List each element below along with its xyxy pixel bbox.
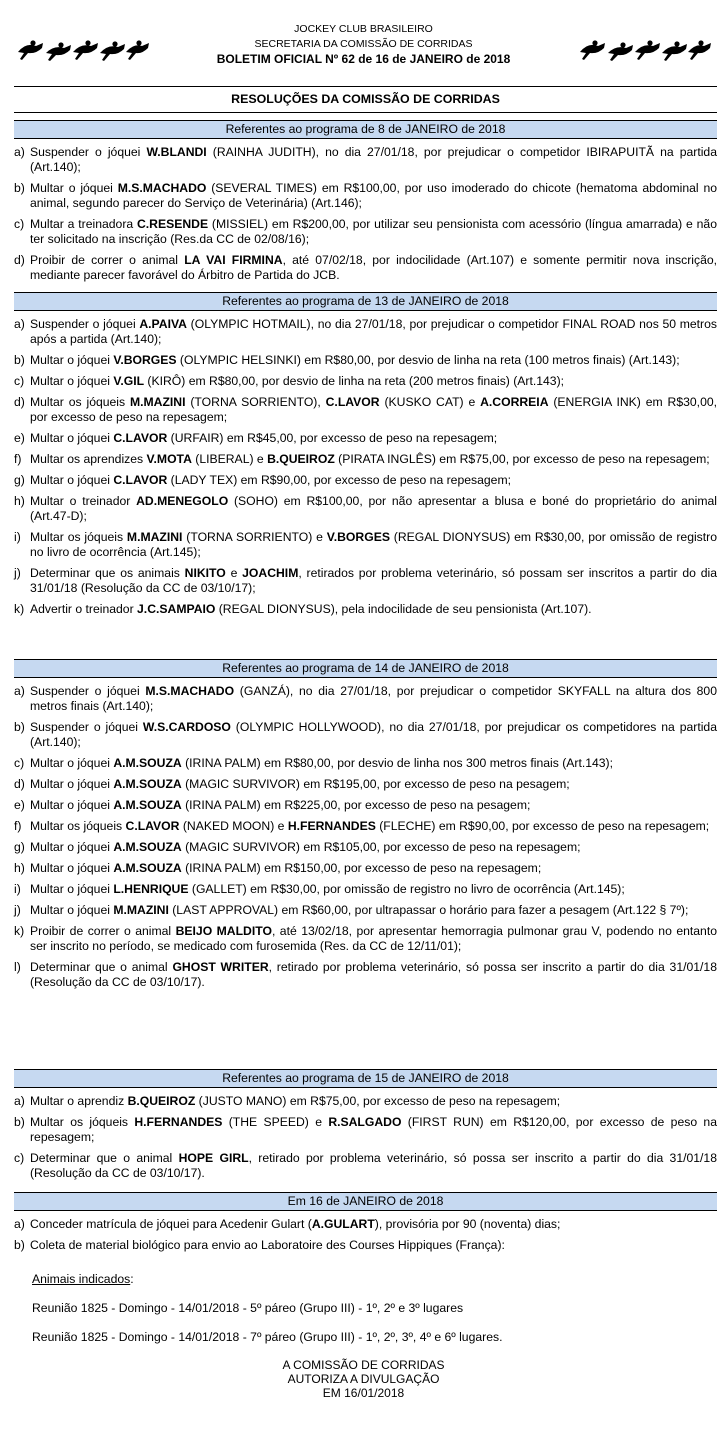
item-text: (LIBERAL) e [191, 452, 268, 466]
section-header: Em 16 de JANEIRO de 2018 [14, 1192, 717, 1211]
item-name-bold: A.M.SOUZA [113, 777, 182, 791]
item-text: Determinar que o animal [30, 1151, 179, 1165]
item-text: (LAST APPROVAL) em R$60,00, por ultrapassar o horário para fazer a pesagem (Art.122 § 7º); [168, 903, 689, 917]
item-text: (ENERGIA INK) em R$30,00, por excesso de peso na repesagem; [30, 395, 718, 424]
item-name-bold: A.M.SOUZA [113, 840, 182, 854]
item-name-bold: C.RESENDE [136, 217, 209, 231]
resolution-list [14, 145, 717, 283]
item-name-bold: C.LAVOR [325, 395, 380, 409]
resolution-item [14, 253, 717, 283]
item-label: b) [14, 720, 25, 734]
closing-block [0, 1358, 727, 1400]
item-label: d) [14, 253, 25, 267]
item-label: c) [14, 374, 25, 388]
item-text: (MISSIEL) em R$200,00, por utilizar seu pensionista com acessório (língua amarrada) e não ter solicitado na inscrição (Res.da CC de 02/08/16); [30, 217, 717, 246]
item-label: i) [14, 882, 21, 896]
item-name-bold: A.M.SOUZA [113, 756, 182, 770]
item-text: (OLYMPIC HOLLYWOOD), no dia 27/01/18, por prejudicar os competidores na partida (Art.140); [30, 720, 717, 749]
resolution-item [14, 720, 717, 750]
item-name-bold: A.CORREIA [480, 395, 549, 409]
item-name-bold: M.MAZINI [113, 903, 169, 917]
item-text: , retirado por problema veterinário, só possa ser inscrito a partir do dia 31/01/18 (Resolução da CC de 03/10/17). [30, 1151, 717, 1180]
item-name-bold: M.MAZINI [129, 395, 186, 409]
item-name-bold: M.S.MACHADO [117, 181, 207, 195]
item-text: Multar o jóquei [30, 840, 114, 854]
item-label: b) [14, 1115, 25, 1129]
item-text: (FLECHE) em R$90,00, por excesso de peso na repesagem; [375, 819, 710, 833]
animals-heading-text: Animais indicados [32, 1272, 131, 1286]
item-text: (KUSKO CAT) e [379, 395, 481, 409]
item-text: (OLYMPIC HELSINKI) em R$80,00, por desvio de linha na reta (100 metros finais) (Art.143); [176, 353, 680, 367]
item-name-bold: B.QUEIROZ [127, 1094, 196, 1108]
resolution-item [14, 1094, 717, 1109]
item-name-bold: J.C.SAMPAIO [137, 602, 216, 616]
item-label: b) [14, 1238, 25, 1252]
item-label: c) [14, 756, 25, 770]
item-text: e [225, 566, 243, 580]
resolution-item [14, 882, 717, 897]
item-text: Multar o jóquei [30, 353, 114, 367]
item-label: e) [14, 431, 25, 445]
item-text: (REGAL DIONYSUS) em R$30,00, por omissão de registro no livro de ocorrência (Art.145); [30, 530, 717, 559]
item-label: c) [14, 217, 25, 231]
dept-name: SECRETARIA DA COMISSÃO DE CORRIDAS [254, 38, 473, 50]
item-label: d) [14, 395, 25, 409]
resolution-item [14, 602, 717, 617]
item-text: Suspender o jóquei [30, 317, 140, 331]
item-label: a) [14, 317, 25, 331]
resolution-item [14, 1151, 717, 1181]
horse-race-icon [16, 38, 151, 64]
resolution-item [14, 217, 717, 247]
item-text: (FIRST RUN) em R$120,00, por excesso de peso na repesagem; [30, 1115, 717, 1144]
item-text: ), provisória por 90 (noventa) dias; [374, 1217, 561, 1231]
resolution-item [14, 684, 717, 714]
resolution-list [14, 1094, 717, 1181]
animals-heading-colon: : [130, 1272, 134, 1286]
item-text: Determinar que os animais [30, 566, 185, 580]
resolution-item [14, 819, 717, 834]
item-text: Multar o jóquei [30, 431, 114, 445]
item-text: (LADY TEX) em R$90,00, por excesso de peso na repesagem; [167, 473, 511, 487]
item-text: Multar os jóqueis [30, 530, 127, 544]
item-text: (PIRATA INGLÊS) em R$75,00, por excesso de peso na repesagem; [334, 452, 710, 466]
item-label: k) [14, 602, 25, 616]
resolution-item [14, 777, 717, 792]
item-text: Multar o jóquei [30, 374, 114, 388]
item-text: Proibir de correr o animal [30, 924, 176, 938]
item-text: Multar o jóquei [30, 903, 114, 917]
item-text: (THE SPEED) e [222, 1115, 329, 1129]
item-name-bold: V.BORGES [326, 530, 390, 544]
item-text: (IRINA PALM) em R$150,00, por excesso de peso na repesagem; [181, 861, 542, 875]
closing-line: AUTORIZA A DIVULGAÇÃO [287, 1372, 440, 1386]
item-text: Multar os jóqueis [30, 1115, 135, 1129]
page-title: RESOLUÇÕES DA COMISSÃO DE CORRIDAS [231, 92, 500, 106]
item-name-bold: W.BLANDI [146, 145, 207, 159]
item-text: Multar o jóquei [30, 473, 114, 487]
resolution-item [14, 924, 717, 954]
item-name-bold: C.LAVOR [113, 473, 168, 487]
item-text: Multar o aprendiz [30, 1094, 128, 1108]
resolution-item [14, 317, 717, 347]
item-name-bold: A.M.SOUZA [113, 861, 182, 875]
item-label: h) [14, 494, 25, 508]
item-label: l) [14, 960, 21, 974]
resolution-list [14, 684, 717, 990]
item-name-bold: H.FERNANDES [287, 819, 376, 833]
resolution-item [14, 960, 717, 990]
item-label: i) [14, 530, 21, 544]
item-text: (IRINA PALM) em R$80,00, por desvio de linha nos 300 metros finais (Art.143); [181, 756, 613, 770]
item-text: Multar o treinador [30, 494, 137, 508]
item-text: Multar os jóqueis [30, 395, 130, 409]
item-name-bold: C.LAVOR [125, 819, 180, 833]
resolution-item [14, 452, 717, 467]
item-name-bold: A.GULART [311, 1217, 375, 1231]
resolution-item [14, 145, 717, 175]
org-name: JOCKEY CLUB BRASILEIRO [294, 23, 433, 35]
title-rule [14, 112, 717, 113]
section-header: Referentes ao programa de 15 de JANEIRO de 2018 [14, 1069, 717, 1088]
resolution-list [14, 317, 717, 617]
item-label: h) [14, 861, 25, 875]
animals-heading [32, 1272, 134, 1286]
item-name-bold: HOPE GIRL [178, 1151, 249, 1165]
resolution-item [14, 530, 717, 560]
resolution-item [14, 473, 717, 488]
item-name-bold: L.HENRIQUE [113, 882, 189, 896]
item-text: , retirado por problema veterinário, só possa ser inscrito a partir do dia 31/01/18 (Resolução da CC de 03/10/17). [30, 960, 717, 989]
item-text: Multar o jóquei [30, 777, 114, 791]
item-name-bold: W.S.CARDOSO [142, 720, 231, 734]
header-rule [14, 86, 717, 87]
animal-line: Reunião 1825 - Domingo - 14/01/2018 - 7º páreo (Grupo III) - 1º, 2º, 3º, 4º e 6º lugares. [32, 1330, 503, 1344]
item-text: (GALLET) em R$30,00, por omissão de registro no livro de ocorrência (Art.145); [188, 882, 625, 896]
closing-line: EM 16/01/2018 [322, 1386, 405, 1400]
item-label: a) [14, 684, 25, 698]
section-16-jan [14, 1192, 717, 1253]
item-label: k) [14, 924, 25, 938]
item-name-bold: H.FERNANDES [134, 1115, 223, 1129]
item-text: Suspender o jóquei [30, 145, 147, 159]
item-text: (KIRÔ) em R$80,00, por desvio de linha na reta (200 metros finais) (Art.143); [144, 374, 565, 388]
item-name-bold: B.QUEIROZ [267, 452, 335, 466]
item-text: (TORNA SORRIENTO), [185, 395, 326, 409]
item-name-bold: GHOST WRITER [172, 960, 269, 974]
item-label: b) [14, 353, 25, 367]
item-label: c) [14, 1151, 25, 1165]
item-label: a) [14, 1217, 25, 1231]
section-program-15-jan [14, 1069, 717, 1181]
item-text: (IRINA PALM) em R$225,00, por excesso de peso na pesagem; [181, 798, 531, 812]
item-name-bold: BEIJO MALDITO [175, 924, 272, 938]
item-text: Advertir o treinador [30, 602, 138, 616]
item-label: b) [14, 181, 25, 195]
resolution-item [14, 181, 717, 211]
resolution-item [14, 1115, 717, 1145]
resolution-item [14, 494, 717, 524]
resolution-item [14, 840, 717, 855]
item-text: (TORNA SORRIENTO) e [182, 530, 327, 544]
item-text: , até 13/02/18, por apresentar hemorragia pulmonar grau V, podendo no entanto ser inscrito no período, se medicado com furosemida (Res. da CC de 12/11/01); [30, 924, 717, 953]
item-name-bold: V.BORGES [113, 353, 177, 367]
closing-line: A COMISSÃO DE CORRIDAS [282, 1358, 445, 1372]
item-text: Multar a treinadora [30, 217, 137, 231]
item-text: Multar o jóquei [30, 882, 114, 896]
resolution-item [14, 861, 717, 876]
section-program-8-jan [14, 120, 717, 283]
item-text: Multar os jóqueis [30, 819, 126, 833]
item-text: Multar os aprendizes [30, 452, 147, 466]
item-text: (OLYMPIC HOTMAIL), no dia 27/01/18, por prejudicar o competidor FINAL ROAD nos 50 metros após a partida (Art.140); [30, 317, 717, 346]
item-label: f) [14, 819, 22, 833]
item-label: d) [14, 777, 25, 791]
item-text: (REGAL DIONYSUS), pela indocilidade de seu pensionista (Art.107). [215, 602, 592, 616]
item-label: a) [14, 145, 25, 159]
resolution-item [14, 374, 717, 389]
section-header: Referentes ao programa de 8 de JANEIRO de 2018 [14, 120, 717, 139]
item-label: j) [14, 566, 21, 580]
section-program-13-jan [14, 292, 717, 617]
resolution-item [14, 903, 717, 918]
section-header: Referentes ao programa de 14 de JANEIRO de 2018 [14, 659, 717, 678]
item-name-bold: JOACHIM [242, 566, 299, 580]
item-name-bold: A.PAIVA [139, 317, 187, 331]
resolution-item [14, 431, 717, 446]
item-text: , até 07/02/18, por indocilidade (Art.107) e somente permitir nova inscrição, mediante parecer favorável do Árbitro de Partida do JCB. [30, 253, 718, 282]
resolution-item [14, 353, 717, 368]
item-label: g) [14, 473, 25, 487]
item-name-bold: A.M.SOUZA [113, 798, 182, 812]
item-text: (URFAIR) em R$45,00, por excesso de peso na repesagem; [167, 431, 498, 445]
item-text: (MAGIC SURVIVOR) em R$195,00, por excesso de peso na pesagem; [181, 777, 570, 791]
bulletin-title: BOLETIM OFICIAL Nº 62 de 16 de JANEIRO de 2018 [216, 52, 511, 66]
resolution-item [14, 756, 717, 771]
resolution-item [14, 1238, 717, 1253]
item-name-bold: M.MAZINI [126, 530, 183, 544]
item-text: (SEVERAL TIMES) em R$100,00, por uso imoderado do chicote (hematoma abdominal no animal, segundo parecer do Serviço de Veterinária) (Art.146); [30, 181, 717, 210]
resolution-item [14, 566, 717, 596]
item-text: Suspender o jóquei [30, 684, 146, 698]
item-text: , retirados por problema veterinário, só possam ser inscritos a partir do dia 31/01/18 (Resolução da CC de 03/10/17); [30, 566, 717, 595]
section-program-14-jan [14, 659, 717, 990]
item-label: a) [14, 1094, 25, 1108]
item-name-bold: V.MOTA [146, 452, 192, 466]
resolution-list [14, 1217, 717, 1253]
item-label: j) [14, 903, 21, 917]
item-name-bold: V.GIL [113, 374, 145, 388]
item-text: Coleta de material biológico para envio ao Laboratoire des Courses Hippiques (França): [30, 1238, 505, 1252]
item-name-bold: M.S.MACHADO [145, 684, 235, 698]
item-name-bold: NIKITO [184, 566, 226, 580]
item-text: (JUSTO MANO) em R$75,00, por excesso de peso na repesagem; [195, 1094, 561, 1108]
item-name-bold: LA VAI FIRMINA [184, 253, 283, 267]
item-text: (MAGIC SURVIVOR) em R$105,00, por excesso de peso na repesagem; [181, 840, 581, 854]
item-name-bold: AD.MENEGOLO [136, 494, 229, 508]
item-text: (NAKED MOON) e [179, 819, 288, 833]
item-text: Multar o jóquei [30, 181, 118, 195]
section-header: Referentes ao programa de 13 de JANEIRO de 2018 [14, 292, 717, 311]
item-text: Conceder matrícula de jóquei para Acedenir Gulart ( [30, 1217, 312, 1231]
item-text: (RAINHA JUDITH), no dia 27/01/18, por prejudicar o competidor IBIRAPUITÃ na partida (Art.140); [30, 145, 717, 174]
item-text: (GANZÁ), no dia 27/01/18, por prejudicar o competidor SKYFALL na altura dos 800 metros finais (Art.140); [30, 684, 717, 713]
item-label: g) [14, 840, 25, 854]
animal-line: Reunião 1825 - Domingo - 14/01/2018 - 5º páreo (Grupo III) - 1º, 2º e 3º lugares [32, 1301, 464, 1315]
resolution-item [14, 1217, 717, 1232]
item-text: Proibir de correr o animal [30, 253, 185, 267]
item-text: Multar o jóquei [30, 798, 114, 812]
item-name-bold: R.SALGADO [328, 1115, 402, 1129]
item-text: Determinar que o animal [30, 960, 173, 974]
resolution-item [14, 395, 717, 425]
item-text: Suspender o jóquei [30, 720, 143, 734]
item-text: Multar o jóquei [30, 756, 114, 770]
item-label: f) [14, 452, 22, 466]
horse-race-icon [578, 38, 713, 64]
item-text: Multar o jóquei [30, 861, 114, 875]
resolution-item [14, 798, 717, 813]
item-text: (SOHO) em R$100,00, por não apresentar a blusa e boné do proprietário do animal (Art.47-D); [30, 494, 717, 523]
item-label: e) [14, 798, 25, 812]
item-name-bold: C.LAVOR [113, 431, 168, 445]
